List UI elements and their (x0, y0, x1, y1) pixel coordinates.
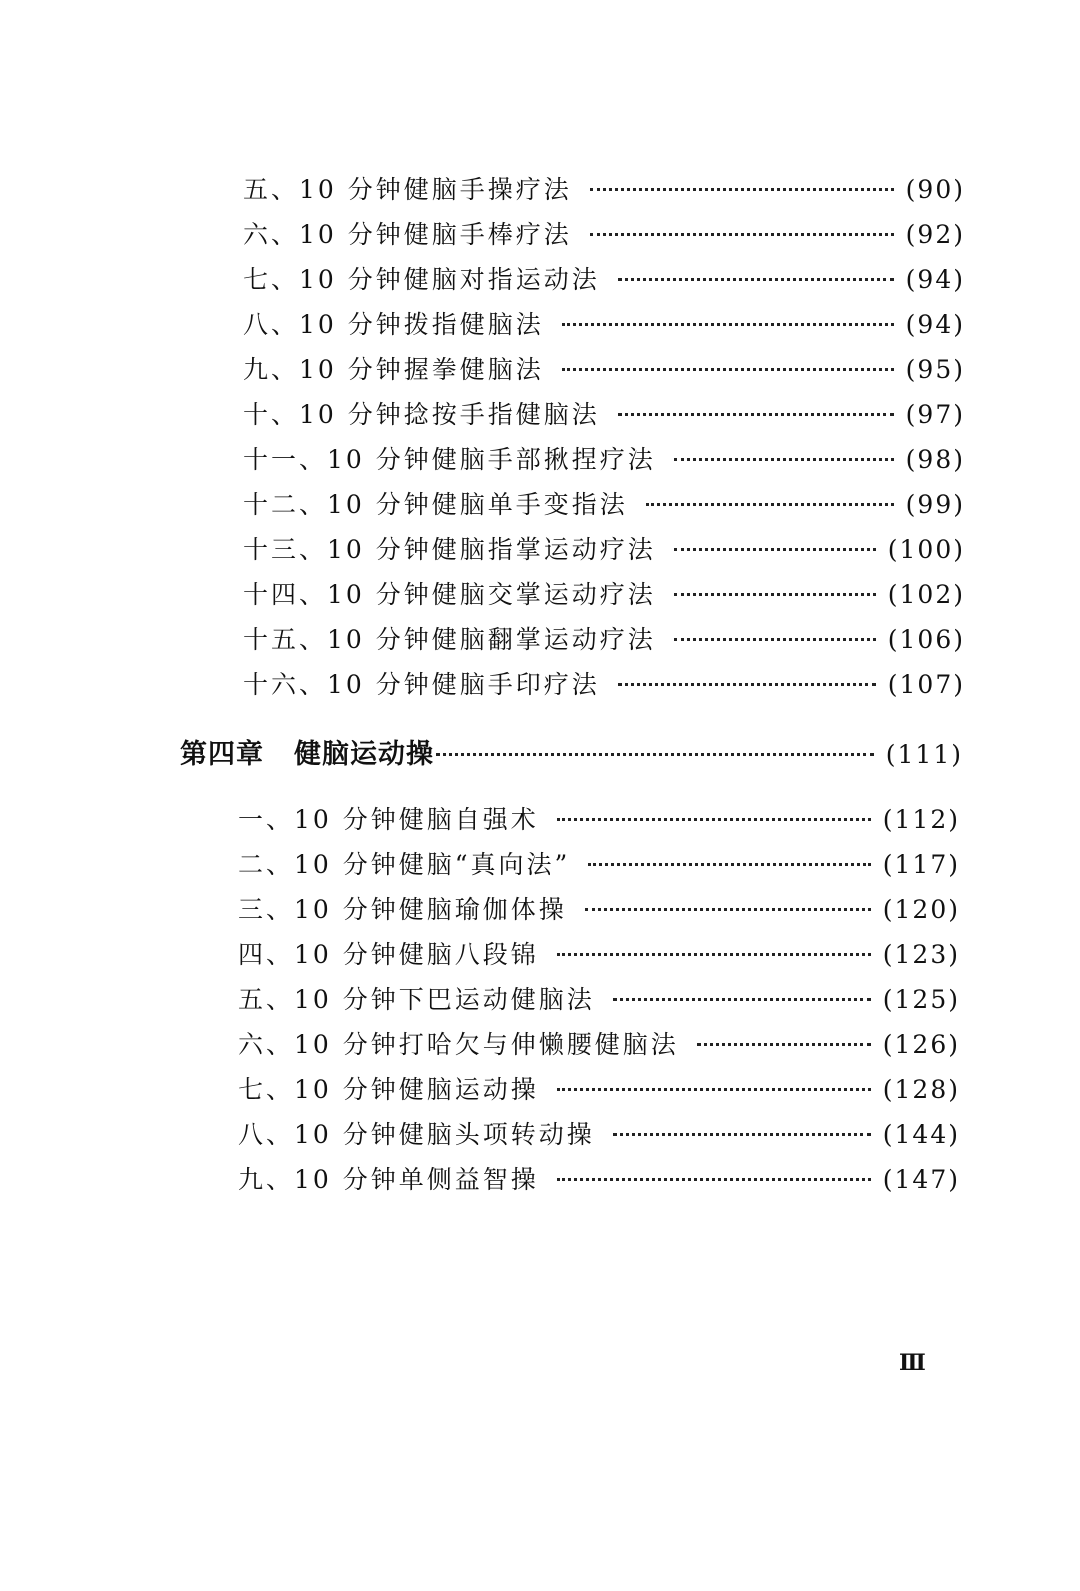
page-number: Ⅲ (899, 1350, 925, 1376)
dot-leader (557, 1178, 871, 1181)
toc-entry-title: 四、10 分钟健脑八段锦 (238, 940, 539, 969)
toc-entry[interactable] (238, 980, 960, 1016)
toc-entry-title: 五、10 分钟健脑手操疗法 (243, 175, 572, 204)
chapter-page: (111) (885, 740, 963, 769)
toc-entry[interactable] (238, 1025, 960, 1061)
dot-leader (674, 548, 876, 551)
toc-entry-title: 一、10 分钟健脑自强术 (238, 805, 539, 834)
toc-entry-title: 九、10 分钟握拳健脑法 (243, 355, 544, 384)
toc-entry-title: 十一、10 分钟健脑手部揪捏疗法 (243, 445, 656, 474)
chapter-label: 第四章 (180, 739, 264, 770)
toc-entry-title: 七、10 分钟健脑对指运动法 (243, 265, 600, 294)
toc-entry-title: 三、10 分钟健脑瑜伽体操 (238, 895, 567, 924)
toc-entry[interactable] (243, 260, 965, 296)
toc-entry-page: (147) (882, 1165, 960, 1194)
toc-entry[interactable] (243, 215, 965, 251)
toc-entry[interactable] (243, 575, 965, 611)
toc-entry-page: (107) (887, 670, 965, 699)
toc-entry[interactable] (238, 935, 960, 971)
dot-leader (557, 818, 871, 821)
dot-leader (674, 593, 876, 596)
toc-entry-page: (106) (887, 625, 965, 654)
toc-entry-page: (126) (882, 1030, 960, 1059)
dot-leader (436, 753, 874, 756)
toc-entry-page: (117) (882, 850, 960, 879)
dot-leader (562, 323, 894, 326)
toc-entry[interactable] (243, 665, 965, 701)
toc-entry-page: (95) (905, 355, 965, 384)
toc-entry-page: (102) (887, 580, 965, 609)
toc-entry-page: (144) (882, 1120, 960, 1149)
toc-entry-page: (120) (882, 895, 960, 924)
toc-entry[interactable] (238, 890, 960, 926)
dot-leader (674, 458, 894, 461)
toc-entry-title: 十四、10 分钟健脑交掌运动疗法 (243, 580, 656, 609)
dot-leader (557, 953, 871, 956)
dot-leader (674, 638, 876, 641)
dot-leader (618, 413, 894, 416)
toc-entry-page: (112) (882, 805, 960, 834)
dot-leader (618, 278, 894, 281)
toc-entry-title: 九、10 分钟单侧益智操 (238, 1165, 539, 1194)
dot-leader (613, 1133, 871, 1136)
toc-entry[interactable] (238, 800, 960, 836)
toc-entry-page: (97) (905, 400, 965, 429)
toc-entry[interactable] (238, 1115, 960, 1151)
dot-leader (618, 683, 876, 686)
toc-entry-page: (90) (905, 175, 965, 204)
toc-entry-page: (123) (882, 940, 960, 969)
toc-entry-page: (99) (905, 490, 965, 519)
dot-leader (646, 503, 894, 506)
toc-entry[interactable] (243, 350, 965, 386)
toc-entry[interactable] (238, 1160, 960, 1196)
toc-entry-page: (100) (887, 535, 965, 564)
toc-entry-title: 二、10 分钟健脑“真向法” (238, 850, 571, 879)
dot-leader (590, 233, 894, 236)
dot-leader (613, 998, 871, 1001)
toc-entry-title: 十、10 分钟捻按手指健脑法 (243, 400, 600, 429)
toc-entry[interactable] (238, 1070, 960, 1106)
toc-entry[interactable] (243, 530, 965, 566)
dot-leader (585, 908, 871, 911)
dot-leader (557, 1088, 871, 1091)
toc-entry[interactable] (243, 485, 965, 521)
dot-leader (590, 188, 894, 191)
dot-leader (588, 863, 870, 866)
toc-entry-page: (94) (905, 265, 965, 294)
toc-entry[interactable] (243, 395, 965, 431)
toc-entry-page: (125) (882, 985, 960, 1014)
toc-entry-page: (128) (882, 1075, 960, 1104)
toc-entry-title: 七、10 分钟健脑运动操 (238, 1075, 539, 1104)
toc-entry-page: (98) (905, 445, 965, 474)
toc-entry[interactable] (243, 440, 965, 476)
toc-entry[interactable] (243, 620, 965, 656)
toc-entry[interactable] (243, 305, 965, 341)
toc-entry-title: 八、10 分钟拨指健脑法 (243, 310, 544, 339)
toc-entry-title: 十三、10 分钟健脑指掌运动疗法 (243, 535, 656, 564)
chapter-title: 健脑运动操 (294, 739, 434, 770)
toc-entry[interactable] (243, 170, 965, 206)
toc-entry-title: 十五、10 分钟健脑翻掌运动疗法 (243, 625, 656, 654)
toc-entry-title: 六、10 分钟健脑手棒疗法 (243, 220, 572, 249)
dot-leader (697, 1043, 871, 1046)
chapter-heading[interactable] (180, 732, 963, 771)
toc-entry[interactable] (238, 845, 960, 881)
toc-entry-title: 十二、10 分钟健脑单手变指法 (243, 490, 628, 519)
toc-entry-page: (94) (905, 310, 965, 339)
toc-entry-title: 六、10 分钟打哈欠与伸懒腰健脑法 (238, 1030, 679, 1059)
toc-entry-title: 十六、10 分钟健脑手印疗法 (243, 670, 600, 699)
toc-entry-page: (92) (905, 220, 965, 249)
toc-entry-title: 五、10 分钟下巴运动健脑法 (238, 985, 595, 1014)
toc-entry-title: 八、10 分钟健脑头项转动操 (238, 1120, 595, 1149)
dot-leader (562, 368, 894, 371)
